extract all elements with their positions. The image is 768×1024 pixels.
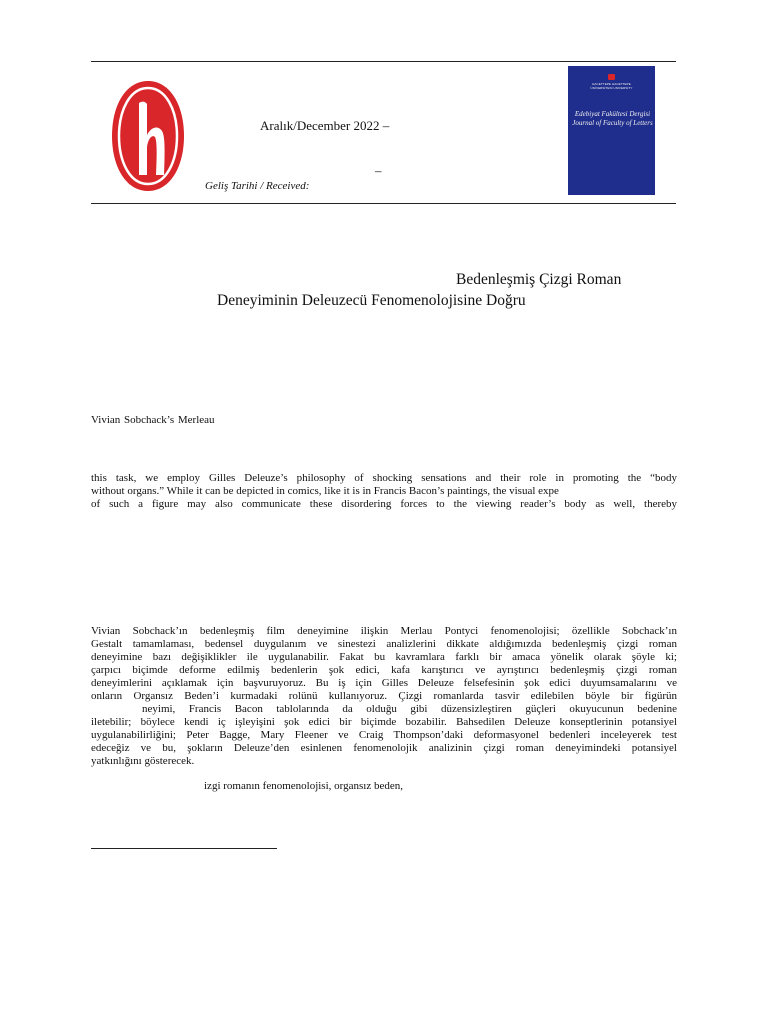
abstract-tr-line-8: iletebilir; böylece kendi iç işleyişini şok edici bir biçimde bozabilir. Bahsedilen Deleuze konseptlerinin potansiyel xyxy=(91,716,677,728)
abstract-en-fragment: Vivian Sobchack’s Merleau xyxy=(91,414,215,426)
abstract-tr-line-11: yatkınlığını gösterecek. xyxy=(91,755,195,767)
abstract-en-line-2: without organs.” While it can be depicted in comics, like it is in Francis Bacon’s paintings, the visual expe xyxy=(91,485,559,497)
header-bottom-rule xyxy=(91,203,676,204)
abstract-en-line-1: this task, we employ Gilles Deleuze’s philosophy of shocking sensations and their role in promoting the “body xyxy=(91,472,677,484)
abstract-en-line-3: of such a figure may also communicate these disordering forces to the viewing reader’s body as well, thereby xyxy=(91,498,677,510)
keywords-fragment: izgi romanın fenomenolojisi, organsız beden, xyxy=(204,780,403,792)
header-dash: – xyxy=(375,163,382,178)
abstract-tr-line-10: edeceğiz ve bu, şokların Deleuze’den esinlenen fenomenolojik analizinin çizgi roman deneyimindeki potansiyel xyxy=(91,742,677,754)
abstract-tr-line-3: deneyimine bazı değişiklikler ile uygulanabilir. Fakat bu kavramlara farklı bir amaca yönelik olarak şöyle ki; xyxy=(91,651,677,663)
university-seal-icon xyxy=(608,74,615,80)
cover-publisher-line2: ÜNİVERSİTESİ UNIVERSITY xyxy=(590,86,633,90)
abstract-tr-line-2: Gestalt tamamlaması, bedensel duygulanım ve sinestezi analizlerini dikkate aldığımızda bedenleşmiş çizgi roman xyxy=(91,638,677,650)
header-top-rule xyxy=(91,61,676,62)
abstract-tr-line-7: neyimi, Francis Bacon tablolarında da olduğu gibi düzensizleştiren güçleri okuyucunun bedenine xyxy=(142,703,677,715)
footnote-rule xyxy=(91,848,277,849)
abstract-tr-line-4: çarpıcı biçimde deforme edilmiş bedenlerin şok edici, kafa karıştırıcı ve ayrıştırıcı bedenleşmiş çizgi roman xyxy=(91,664,677,676)
abstract-tr xyxy=(91,625,677,768)
cover-title-en: Journal of Faculty of Letters xyxy=(572,119,653,127)
abstract-tr-line-9: uygulanabilirliğini; Peter Bagge, Mary Fleener ve Craig Thompson’daki deformasyonel bedenleri inceleyerek test xyxy=(91,729,677,741)
article-title-line2: Deneyiminin Deleuzecü Fenomenolojisine Doğru xyxy=(217,292,526,309)
article-title-line1: Bedenleşmiş Çizgi Roman xyxy=(456,271,622,288)
abstract-tr-line-1: Vivian Sobchack’ın bedenleşmiş film deneyimine ilişkin Merlau Pontyci fenomenolojisi; özellikle Sobchack’ın xyxy=(91,625,677,637)
abstract-tr-line-6: onların Organsız Beden’i kurmadaki rolünü kullanıyoruz. Çizgi romanlarda tasvir edilebilen böyle bir figürün xyxy=(91,690,677,702)
cover-publisher xyxy=(568,82,655,90)
cover-title-tr: Edebiyat Fakültesi Dergisi xyxy=(574,110,651,118)
cover-journal-title xyxy=(572,110,653,128)
hacettepe-logo-icon xyxy=(110,79,186,193)
abstract-tr-line-5: deneyimlerini açıklamak için başvuruyoruz. Bu iş için Gilles Deleuze felsefesinin şok edici duyumsamalarını ve xyxy=(91,677,677,689)
received-date-label: Geliş Tarihi / Received: xyxy=(205,180,310,192)
journal-cover xyxy=(568,66,655,195)
abstract-en xyxy=(91,472,677,511)
issue-date: Aralık/December 2022 – xyxy=(260,118,390,133)
cover-publisher-line1: HACETTEPE HACETTEPE xyxy=(592,82,631,86)
